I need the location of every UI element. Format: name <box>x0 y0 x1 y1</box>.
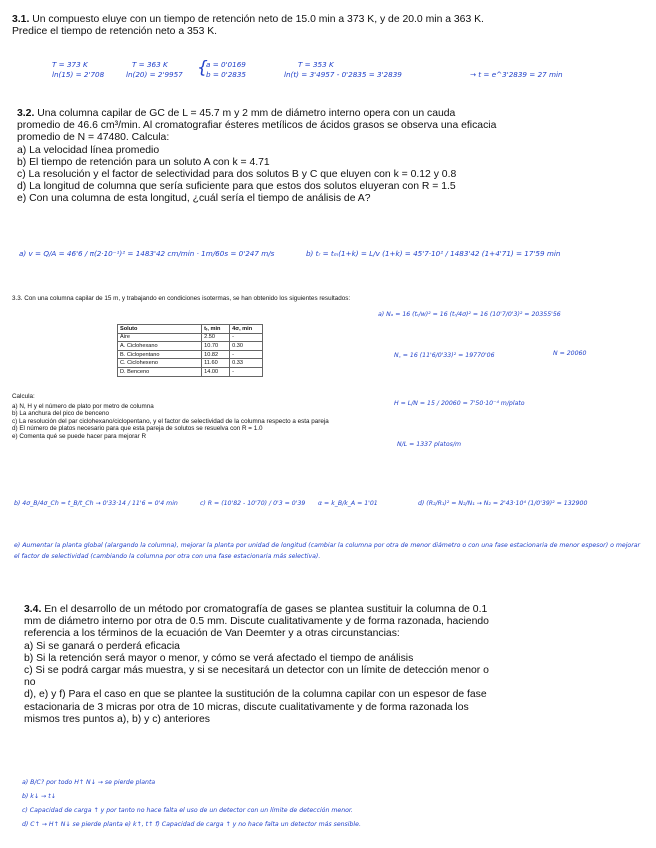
table-row <box>118 342 263 351</box>
table-cell: 0.33 <box>230 359 263 368</box>
hand-line: c) Capacidad de carga ↑ y por tanto no hace falta el uso de un detector con un límite de detección menor. <box>22 807 353 814</box>
hand-line: d) (R₂/R₁)² = N₂/N₁ → N₂ = 2'43·10⁴ (1/0'39)² = 132900 <box>418 500 588 507</box>
table-cell: - <box>230 367 263 376</box>
hand-line: a) Nₐ = 16 (tᵣ/w)² = 16 (tᵣ/4σ)² = 16 (10'7/0'3)² = 20355'56 <box>378 311 561 318</box>
problem-intro: 3.2. Una columna capilar de GC de L = 45.7 m y 2 mm de diámetro interno opera con un cauda promedio de 46.6 cm³/min. Al cromatografiar ésteres metílicos de ácidos grasos se observa una eficacia promedio de N = 47480. Calcula: <box>17 108 497 144</box>
hand-line: T = 353 K <box>298 60 334 69</box>
list-item: b) La anchura del pico de benceno <box>12 410 109 418</box>
table-cell: 0.30 <box>230 342 263 351</box>
list-item: b) El tiempo de retención para un soluto A con k = 4.71 <box>17 156 270 168</box>
table-cell: 10.70 <box>202 342 230 351</box>
hand-line: b = 0'2835 <box>206 70 246 79</box>
hand-line: b) 4σ_B/4σ_Ch = t_B/t_Ch → 0'33·14 / 11'6 = 0'4 min <box>14 500 178 507</box>
hand-line: a) B/C? por todo H↑ N↓ → se pierde planta <box>22 779 156 786</box>
hand-line: T = 373 K <box>52 60 88 69</box>
table-row <box>118 333 263 342</box>
table-cell: 14.00 <box>202 367 230 376</box>
calc-label: Calcula: <box>12 393 35 400</box>
table-cell: 2.50 <box>202 333 230 342</box>
column-header: 4σ, min <box>230 325 263 334</box>
table-cell: 10.82 <box>202 350 230 359</box>
brace-icon: { <box>197 58 208 78</box>
list-item: c) La resolución del par ciclohexano/ciclopentano, y el factor de selectividad de la columna respecto a esta pareja <box>12 417 329 425</box>
table-cell: A. Ciclohexano <box>118 342 202 351</box>
results-table <box>117 324 263 377</box>
table-cell: - <box>230 350 263 359</box>
hand-line: a = 0'0169 <box>206 60 246 69</box>
hand-line: a) v = Q/A = 46'6 / π(2·10⁻¹)² = 1483'42 cm/min · 1m/60s = 0'247 m/s <box>19 249 275 258</box>
list-item: d), e) y f) Para el caso en que se plantee la sustitución de la columna capilar con un espesor de fase estacionaria de 3 micras por otra de 10 micras, discute cualitativamente y de forma razonada los mismos tres puntos a), b) y c) anteriores <box>24 689 487 725</box>
hand-line: → t = e^3'2839 = 27 min <box>470 70 563 79</box>
hand-line: c) R = (10'82 - 10'70) / 0'3 = 0'39 <box>200 500 306 507</box>
hand-paragraph: e) Aumentar la planta global (alargando la columna), mejorar la planta por unidad de longitud (cambiar la columna por otra de menor diámetro o con una fase estacionaria de menor espesor) o mejorar el factor de selectividad (cambiando la columna por otra con una fase estacionaria más selectiva). <box>14 542 641 560</box>
hand-line: N = 20060 <box>553 350 587 357</box>
table-cell: - <box>230 333 263 342</box>
list-item: b) Si la retención será mayor o menor, y cómo se verá afectado el tiempo de análisis <box>24 652 414 664</box>
list-item: a) Si se ganará o perderá eficacia <box>24 640 180 652</box>
column-header: Soluto <box>118 325 202 334</box>
list-item: a) N, H y el número de plato por metro de columna <box>12 402 154 410</box>
hand-line: H = L/N = 15 / 20060 = 7'50·10⁻⁴ m/plato <box>394 400 525 407</box>
hand-line: b) tᵣ = tₘ(1+k) = L/v (1+k) = 45'7·10² / 1483'42 (1+4'71) = 17'59 min <box>306 249 561 258</box>
table-row <box>118 367 263 376</box>
table-cell: Aire <box>118 333 202 342</box>
hand-line: ln(15) = 2'708 <box>52 70 105 79</box>
problem-text: Un compuesto eluye con un tiempo de retención neto de 15.0 min a 373 K, y de 20.0 min a 363 K. Predice el tiempo de retención neto a 353 K. <box>12 14 484 38</box>
problem-3-3-questions <box>12 393 374 441</box>
table-row <box>118 359 263 368</box>
list-item: e) Con una columna de esta longitud, ¿cuál sería el tiempo de análisis de A? <box>17 193 371 205</box>
list-item: e) Comenta qué se puede hacer para mejorar R <box>12 432 147 440</box>
problem-number: 3.1. <box>12 14 30 25</box>
hand-line: α = k_B/k_A = 1'01 <box>318 500 378 507</box>
problem-3-3-intro: 3.3. Con una columna capilar de 15 m, y trabajando en condiciones isotermas, se han obtenido los siguientes resultados: <box>12 295 351 302</box>
hand-line: N꜀ = 16 (11'6/0'33)² = 19770'06 <box>394 352 495 359</box>
hand-line: N/L = 1337 platos/m <box>397 441 461 448</box>
problem-number: 3.4. <box>24 604 42 615</box>
list-item: a) La velocidad línea promedio <box>17 144 160 156</box>
list-item: d) La longitud de columna que sería suficiente para que estos dos solutos eluyeran con R = 1.5 <box>17 181 456 193</box>
problem-number: 3.2. <box>17 108 35 119</box>
list-item: c) La resolución y el factor de selectividad para dos solutos B y C que eluyen con k = 0.12 y 0.8 <box>17 169 457 181</box>
problem-intro: 3.4. En el desarrollo de un método por cromatografía de gases se plantea sustituir la columna de 0.1 mm de diámetro interno por otra de 0.5 mm. Discute cualitativamente y de forma razonada, haciendo referencia a los términos de la ecuación de Van Deemter y a otras circunstancias: <box>24 604 489 640</box>
problem-3-1 <box>12 14 512 38</box>
hand-line: ln(t) = 3'4957 - 0'2835 = 3'2839 <box>284 70 402 79</box>
hand-line: d) C↑ → H↑ N↓ se pierde planta e) k↑, t↑ f) Capacidad de carga ↑ y no hace falta un detector más sensible. <box>22 821 361 828</box>
table-cell: B. Ciclopentano <box>118 350 202 359</box>
table-cell: C. Ciclohexeno <box>118 359 202 368</box>
problem-3-2 <box>17 108 499 206</box>
table-cell: D. Benceno <box>118 367 202 376</box>
table-row <box>118 350 263 359</box>
hand-line: b) k↓ → t↓ <box>22 793 56 800</box>
problem-3-4 <box>24 604 502 726</box>
list-item: c) Si se podrá cargar más muestra, y si se necesitará un detector con un límite de detección menor o no <box>24 665 489 689</box>
hand-line: T = 363 K <box>132 60 168 69</box>
table-header-row <box>118 325 263 334</box>
table-cell: 11.60 <box>202 359 230 368</box>
list-item: d) El número de platos necesario para que esta pareja de solutos se resuelva con R = 1.0 <box>12 425 263 433</box>
hand-line: ln(20) = 2'9957 <box>126 70 183 79</box>
column-header: tᵣ, min <box>202 325 230 334</box>
